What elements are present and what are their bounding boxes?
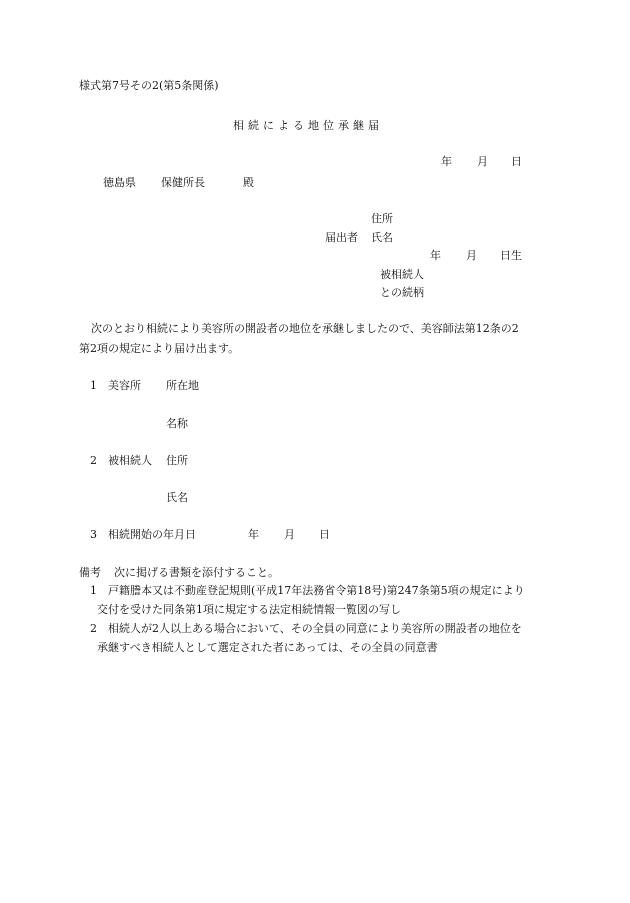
- page-title: 相続による地位承継届: [233, 119, 383, 132]
- birth-year-label: 年: [430, 249, 441, 262]
- remark2-line2: 承継すべき相続人として選定された者にあっては、その全員の同意書: [97, 641, 438, 654]
- date-month-label: 月: [477, 155, 488, 168]
- addressee-prefecture: 徳島県: [103, 176, 136, 189]
- body-text-line1: 次のとおり相続により美容所の開設者の地位を承継しましたので、美容師法第12条の2: [91, 322, 519, 335]
- relation-label-line1: 被相続人: [380, 268, 424, 281]
- remark2-number: 2: [90, 622, 97, 635]
- item2-name-label: 氏名: [166, 491, 188, 504]
- item1-location-label: 所在地: [166, 379, 199, 392]
- relation-label-line2: との続柄: [380, 286, 424, 299]
- remarks-heading: 備考: [79, 566, 101, 579]
- item1-number: 1: [90, 379, 97, 392]
- addressee-honorific: 殿: [243, 176, 254, 189]
- item2-address-label: 住所: [166, 454, 188, 467]
- birth-day-label: 日生: [500, 249, 522, 262]
- item2-number: 2: [90, 454, 97, 467]
- item2-label: 被相続人: [108, 454, 152, 467]
- addressee-office: 保健所長: [161, 176, 205, 189]
- item3-day-label: 日: [319, 528, 330, 541]
- date-day-label: 日: [511, 155, 522, 168]
- item1-name-label: 名称: [166, 417, 188, 430]
- remarks-intro: 次に掲げる書類を添付すること。: [114, 566, 279, 579]
- item3-year-label: 年: [248, 528, 259, 541]
- item3-label: 相続開始の年月日: [108, 528, 196, 541]
- body-text-line2: 第2項の規定により届け出ます。: [79, 342, 240, 355]
- item1-label: 美容所: [108, 379, 141, 392]
- form-number: 様式第7号その2(第5条関係): [79, 79, 219, 92]
- notifier-name-label: 氏名: [371, 231, 393, 244]
- remark2-line1: 相続人が2人以上ある場合において、その全員の同意により美容所の開設者の地位を: [108, 622, 522, 635]
- remark1-number: 1: [90, 584, 97, 597]
- notifier-label: 届出者: [325, 231, 358, 244]
- date-year-label: 年: [441, 155, 452, 168]
- item3-month-label: 月: [284, 528, 295, 541]
- item3-number: 3: [90, 528, 97, 541]
- notifier-address-label: 住所: [371, 212, 393, 225]
- remark1-line2: 交付を受けた同条第1項に規定する法定相続情報一覧図の写し: [97, 603, 401, 616]
- birth-month-label: 月: [466, 249, 477, 262]
- remark1-line1: 戸籍謄本又は不動産登記規則(平成17年法務省令第18号)第247条第5項の規定により: [108, 584, 525, 597]
